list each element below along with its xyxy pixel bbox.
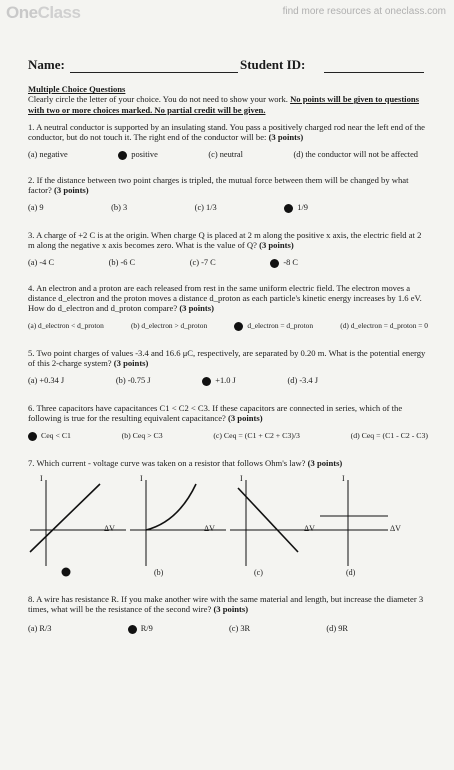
axis-i-label: I [140, 473, 143, 483]
option-a[interactable]: (a) d_electron < d_proton [28, 321, 104, 331]
axis-i-label: I [40, 473, 43, 483]
option-c[interactable]: (c) -7 C [189, 258, 216, 268]
question-points: (3 points) [113, 358, 149, 369]
option-d[interactable]: (d) the conductor will not be affected [293, 150, 418, 160]
filled-circle-icon [234, 322, 243, 331]
watermark-header [0, 0, 454, 22]
question-7 [28, 458, 428, 584]
axis-v-label: ΔV [304, 523, 315, 533]
option-d[interactable]: (d) d_electron = d_proton = 0 [340, 321, 428, 331]
oneclass-logo: OneClass [6, 3, 81, 22]
option-d[interactable]: (d) Ceq = (C1 - C2 - C3) [350, 431, 428, 441]
iv-graphs [28, 474, 428, 584]
option-a[interactable]: Ceq < C1 [28, 431, 71, 441]
question-text: 3. A charge of +2 C is at the origin. When charge Q is placed at 2 m along the positive x axis, the electric field at 2 m along the negative x axis becomes zero. What is the value of Q? [28, 229, 422, 250]
option-d[interactable]: (d) -3.4 J [287, 376, 318, 386]
graph-label-b[interactable]: (b) [154, 567, 164, 577]
option-b[interactable]: (b) -6 C [108, 258, 136, 268]
question-4 [28, 283, 428, 332]
filled-circle-icon [28, 432, 37, 441]
question-6 [28, 403, 428, 442]
name-field[interactable] [70, 60, 238, 73]
student-id-field[interactable] [324, 60, 424, 73]
axis-v-label: ΔV [104, 523, 115, 533]
option-b[interactable]: (b) -0.75 J [115, 376, 151, 386]
question-text: 1. A neutral conductor is supported by an insulating stand. You pass a positively charged rod near the left end of the conductor, but do not touch it. The right end of the conductor will be: [28, 121, 425, 143]
question-text: 7. Which current - voltage curve was taken on a resistor that follows Ohm's law? [28, 457, 306, 468]
filled-circle-icon [62, 567, 71, 576]
graph-label-c[interactable]: (c) [254, 567, 263, 577]
option-b[interactable]: (b) d_electron > d_proton [130, 321, 208, 331]
question-points: (3 points) [227, 412, 263, 423]
question-text: 2. If the distance between two point charges is tripled, the mutual force between them will be changed by what factor? [28, 174, 409, 196]
filled-circle-icon [284, 204, 293, 213]
instructions: Clearly circle the letter of your choice. You do not need to show your work. No points will be given to questions with two or more choices marked. No partial credit will be given. [28, 94, 419, 115]
filled-circle-icon [128, 625, 137, 634]
name-label: Name: [28, 57, 65, 72]
axis-v-label: ΔV [204, 523, 215, 533]
option-c[interactable]: +1.0 J [202, 376, 236, 386]
question-3 [28, 230, 428, 269]
option-d[interactable]: 1/9 [284, 203, 308, 213]
question-2 [28, 175, 428, 214]
option-a[interactable]: (a) -4 C [28, 258, 55, 268]
axis-i-label: I [342, 473, 345, 483]
option-b[interactable]: (b) 3 [111, 203, 128, 213]
axis-i-label: I [240, 473, 243, 483]
option-a[interactable]: (a) 9 [28, 203, 44, 213]
iv-curves-figure [28, 474, 428, 584]
question-5 [28, 348, 428, 387]
option-c[interactable]: (c) Ceq = (C1 + C2 + C3)/3 [213, 431, 300, 441]
question-points: (3 points) [259, 239, 294, 250]
question-text: 6. Three capacitors have capacitances C1 < C2 < C3. If these capacitors are connected in series, which of the following is true for the resulting equivalent capacitance? [28, 402, 403, 423]
option-c[interactable]: (c) neutral [208, 150, 243, 160]
exam-page [28, 57, 428, 635]
question-text: 4. An electron and a proton are each released from rest in the same uniform electric field. The electron moves a distance d_electron and the proton moves a distance d_proton as each particle's kinetic energy increases by 1.6 eV. How do d_electron and d_proton compare? [28, 282, 422, 314]
question-points: (3 points) [179, 303, 214, 314]
option-c[interactable]: d_electron = d_proton [234, 321, 313, 331]
question-8 [28, 594, 428, 635]
watermark-link[interactable]: find more resources at oneclass.com [282, 6, 446, 17]
name-row [28, 57, 428, 78]
question-1 [28, 122, 428, 161]
filled-circle-icon [202, 377, 211, 386]
option-c[interactable]: (c) 3R [228, 624, 251, 634]
option-a[interactable]: (a) R/3 [28, 624, 52, 634]
question-points: (3 points) [307, 457, 343, 468]
option-a[interactable]: (a) +0.34 J [28, 376, 65, 386]
option-b[interactable]: positive [118, 150, 158, 160]
filled-circle-icon [118, 151, 127, 160]
question-points: (3 points) [213, 604, 249, 615]
graph-label-d[interactable]: (d) [346, 567, 356, 577]
section-title: Multiple Choice Questions [28, 84, 126, 94]
filled-circle-icon [270, 259, 279, 268]
option-c[interactable]: (c) 1/3 [194, 203, 217, 213]
option-d[interactable]: -8 C [270, 258, 298, 268]
student-id-label: Student ID: [240, 57, 306, 72]
axis-v-label: ΔV [390, 523, 401, 533]
option-b[interactable]: (b) Ceq > C3 [121, 431, 163, 441]
question-text: 5. Two point charges of values -3.4 and 16.6 μC, respectively, are separated by 0.20 m. What is the potential energy of this 2-charge system? [28, 347, 426, 369]
option-a[interactable]: (a) negative [28, 150, 68, 160]
question-points: (3 points) [54, 185, 89, 196]
option-d[interactable]: (d) 9R [326, 624, 348, 634]
option-b[interactable]: R/9 [128, 624, 153, 634]
question-points: (3 points) [268, 132, 304, 143]
question-text: 8. A wire has resistance R. If you make another wire with the same material and length, but increase the diameter 3 times, what will be the resistance of the second wire? [28, 593, 424, 615]
